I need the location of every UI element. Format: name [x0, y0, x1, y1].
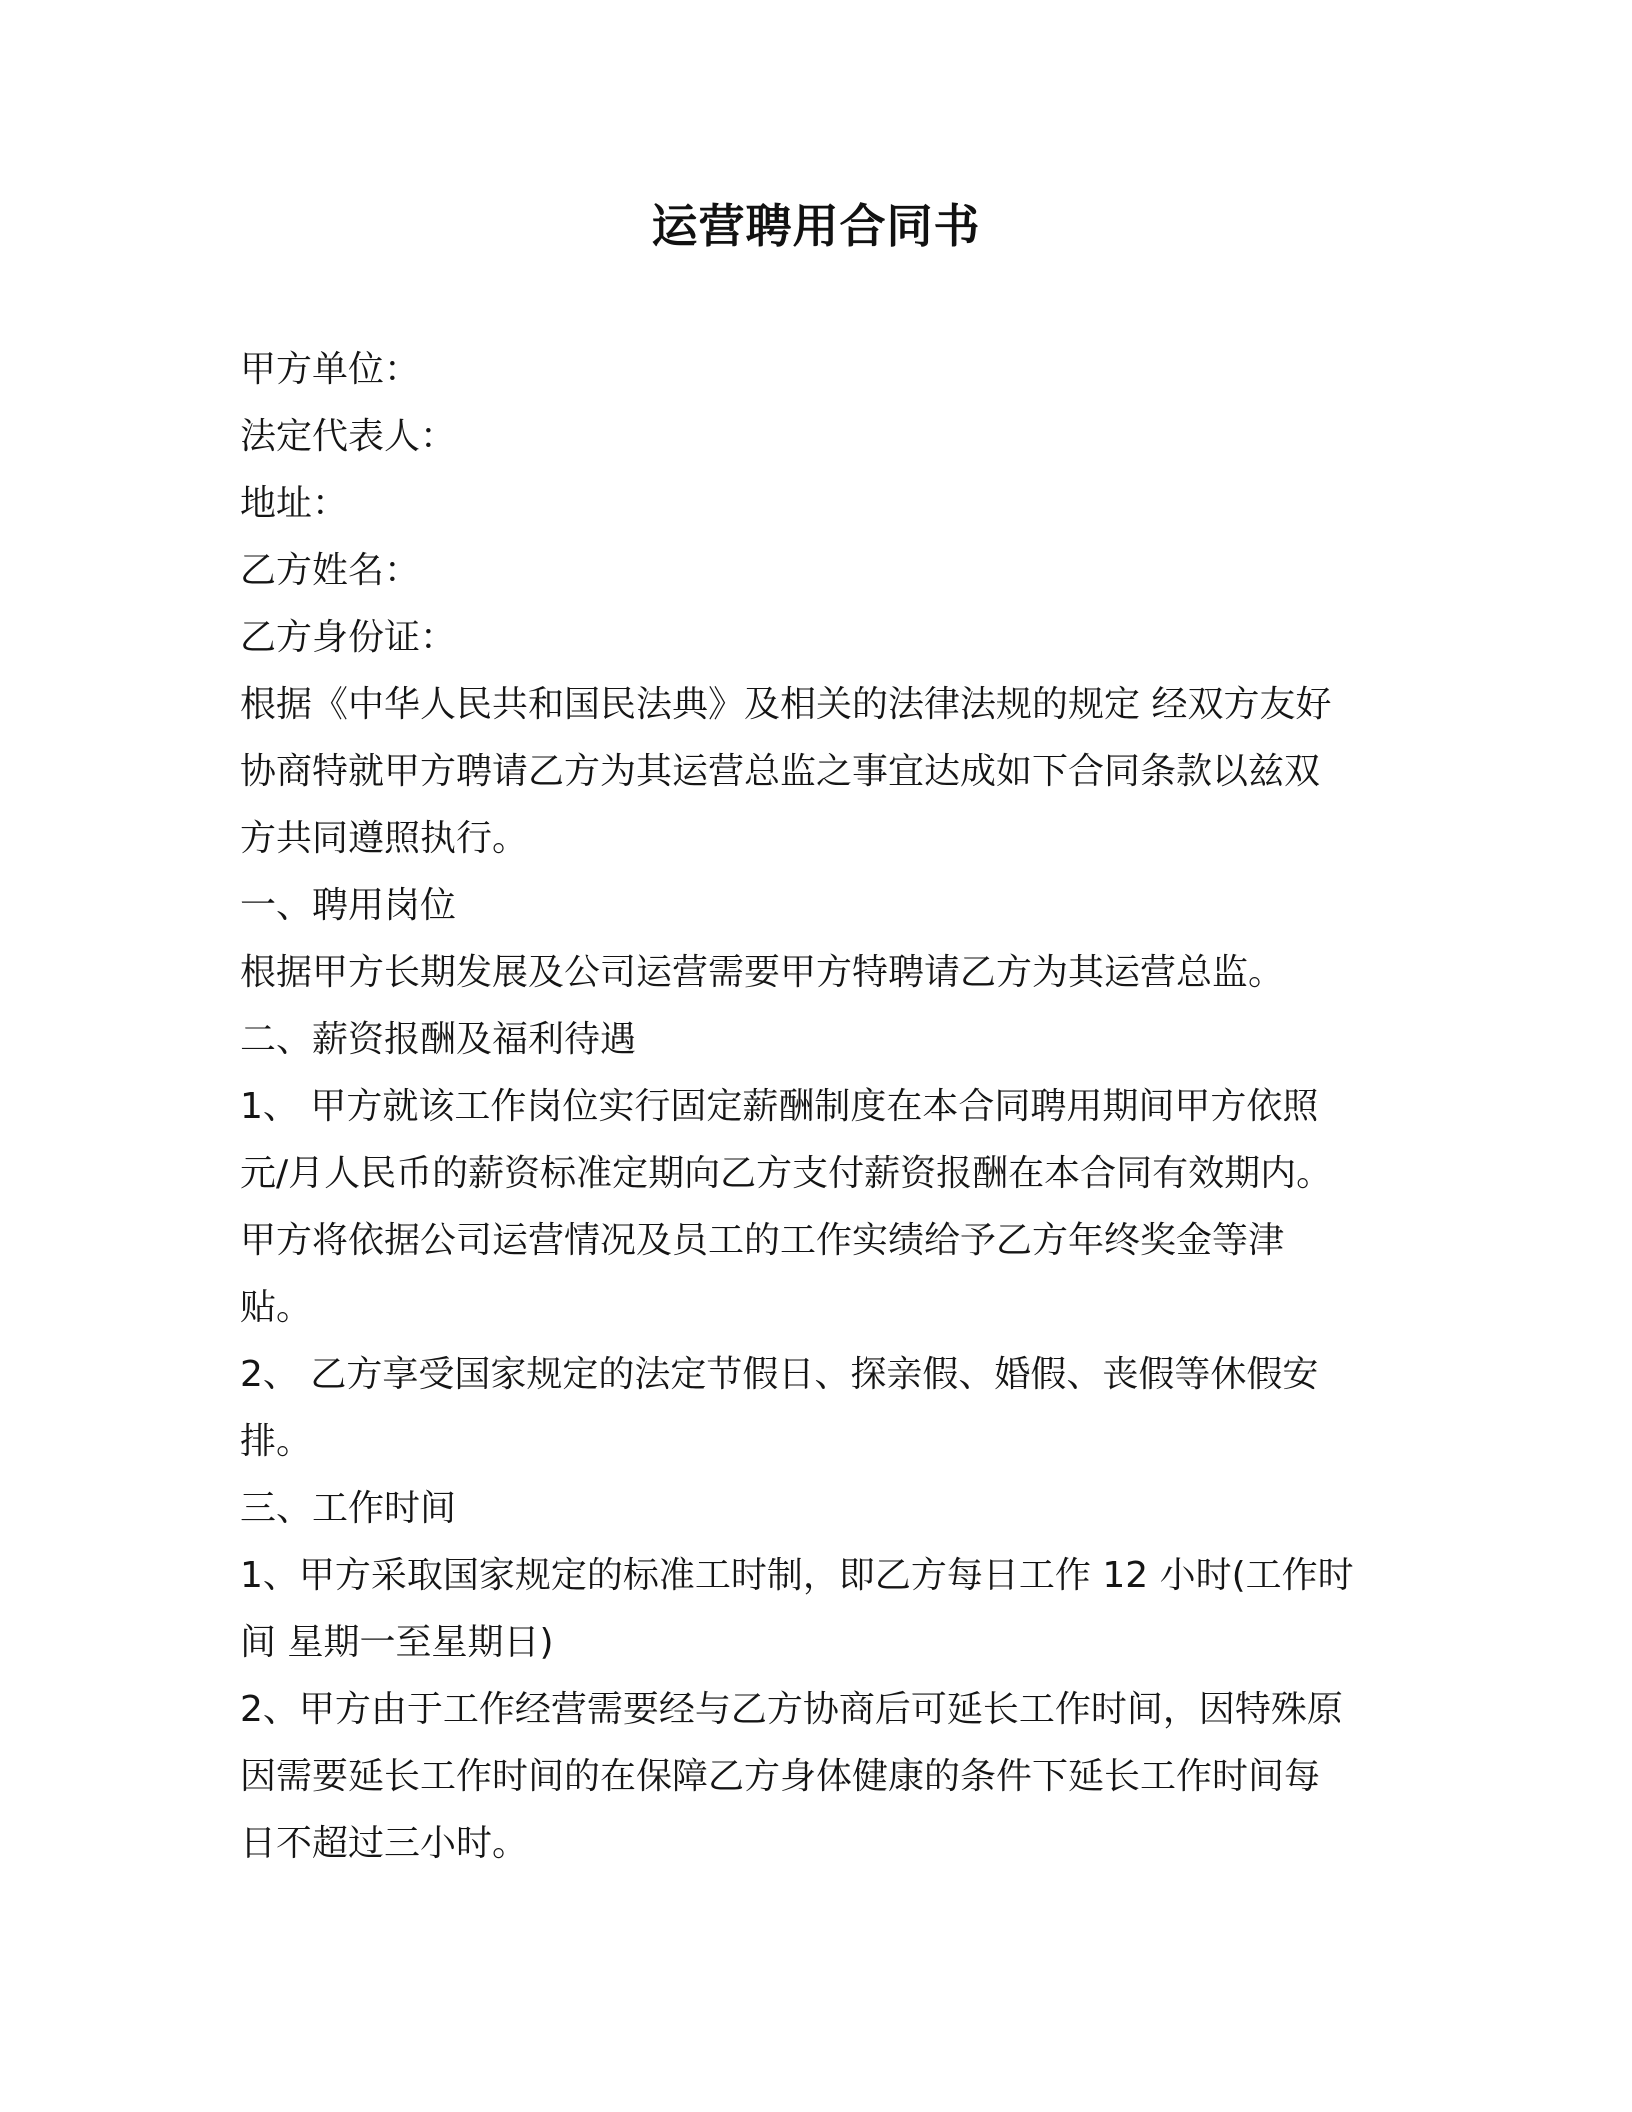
hours-clause-2-line-1: 2、甲方由于工作经营需要经与乙方协商后可延长工作时间，因特殊原 [240, 1689, 1343, 1730]
hours-clause-1-line-2: 间 星期一至星期日) [240, 1622, 554, 1663]
party-a-unit-line: 甲方单位： [240, 349, 421, 390]
salary-clause-1-line-2: 元/月人民币的薪资标准定期向乙方支付薪资报酬在本合同有效期内。 [240, 1153, 1333, 1194]
section-heading-position: 一、聘用岗位 [240, 885, 457, 926]
section-heading-salary: 二、薪资报酬及福利待遇 [240, 1019, 637, 1060]
document-title: 运营聘用合同书 [651, 199, 981, 253]
party-b-name-line: 乙方姓名： [240, 550, 421, 591]
salary-clause-1-line-1: 1、 甲方就该工作岗位实行固定薪酬制度在本合同聘用期间甲方依照 [240, 1086, 1319, 1127]
document-body [240, 336, 1390, 1877]
hours-clause-1-line-1: 1、甲方采取国家规定的标准工时制，即乙方每日工作 12 小时(工作时 [240, 1555, 1354, 1596]
preamble-line-2: 协商特就甲方聘请乙方为其运营总监之事宜达成如下合同条款以兹双 [240, 751, 1321, 792]
party-b-id-line: 乙方身份证： [240, 617, 457, 658]
salary-clause-2-line-2: 排。 [240, 1421, 313, 1462]
preamble-line-1: 根据《中华人民共和国民法典》及相关的法律法规的规定 经双方友好 [240, 684, 1332, 725]
position-paragraph-line: 根据甲方长期发展及公司运营需要甲方特聘请乙方为其运营总监。 [240, 952, 1285, 993]
section-heading-working-hours: 三、工作时间 [240, 1488, 457, 1529]
address-line: 地址： [240, 483, 349, 524]
hours-clause-2-line-3: 日不超过三小时。 [240, 1823, 529, 1864]
preamble-line-3: 方共同遵照执行。 [240, 818, 529, 859]
hours-clause-2-line-2: 因需要延长工作时间的在保障乙方身体健康的条件下延长工作时间每 [240, 1756, 1321, 1797]
salary-clause-1-line-4: 贴。 [240, 1287, 313, 1328]
salary-clause-1-line-3: 甲方将依据公司运营情况及员工的工作实绩给予乙方年终奖金等津 [240, 1220, 1285, 1261]
salary-clause-2-line-1: 2、 乙方享受国家规定的法定节假日、探亲假、婚假、丧假等休假安 [240, 1354, 1319, 1395]
legal-representative-line: 法定代表人： [240, 416, 457, 457]
